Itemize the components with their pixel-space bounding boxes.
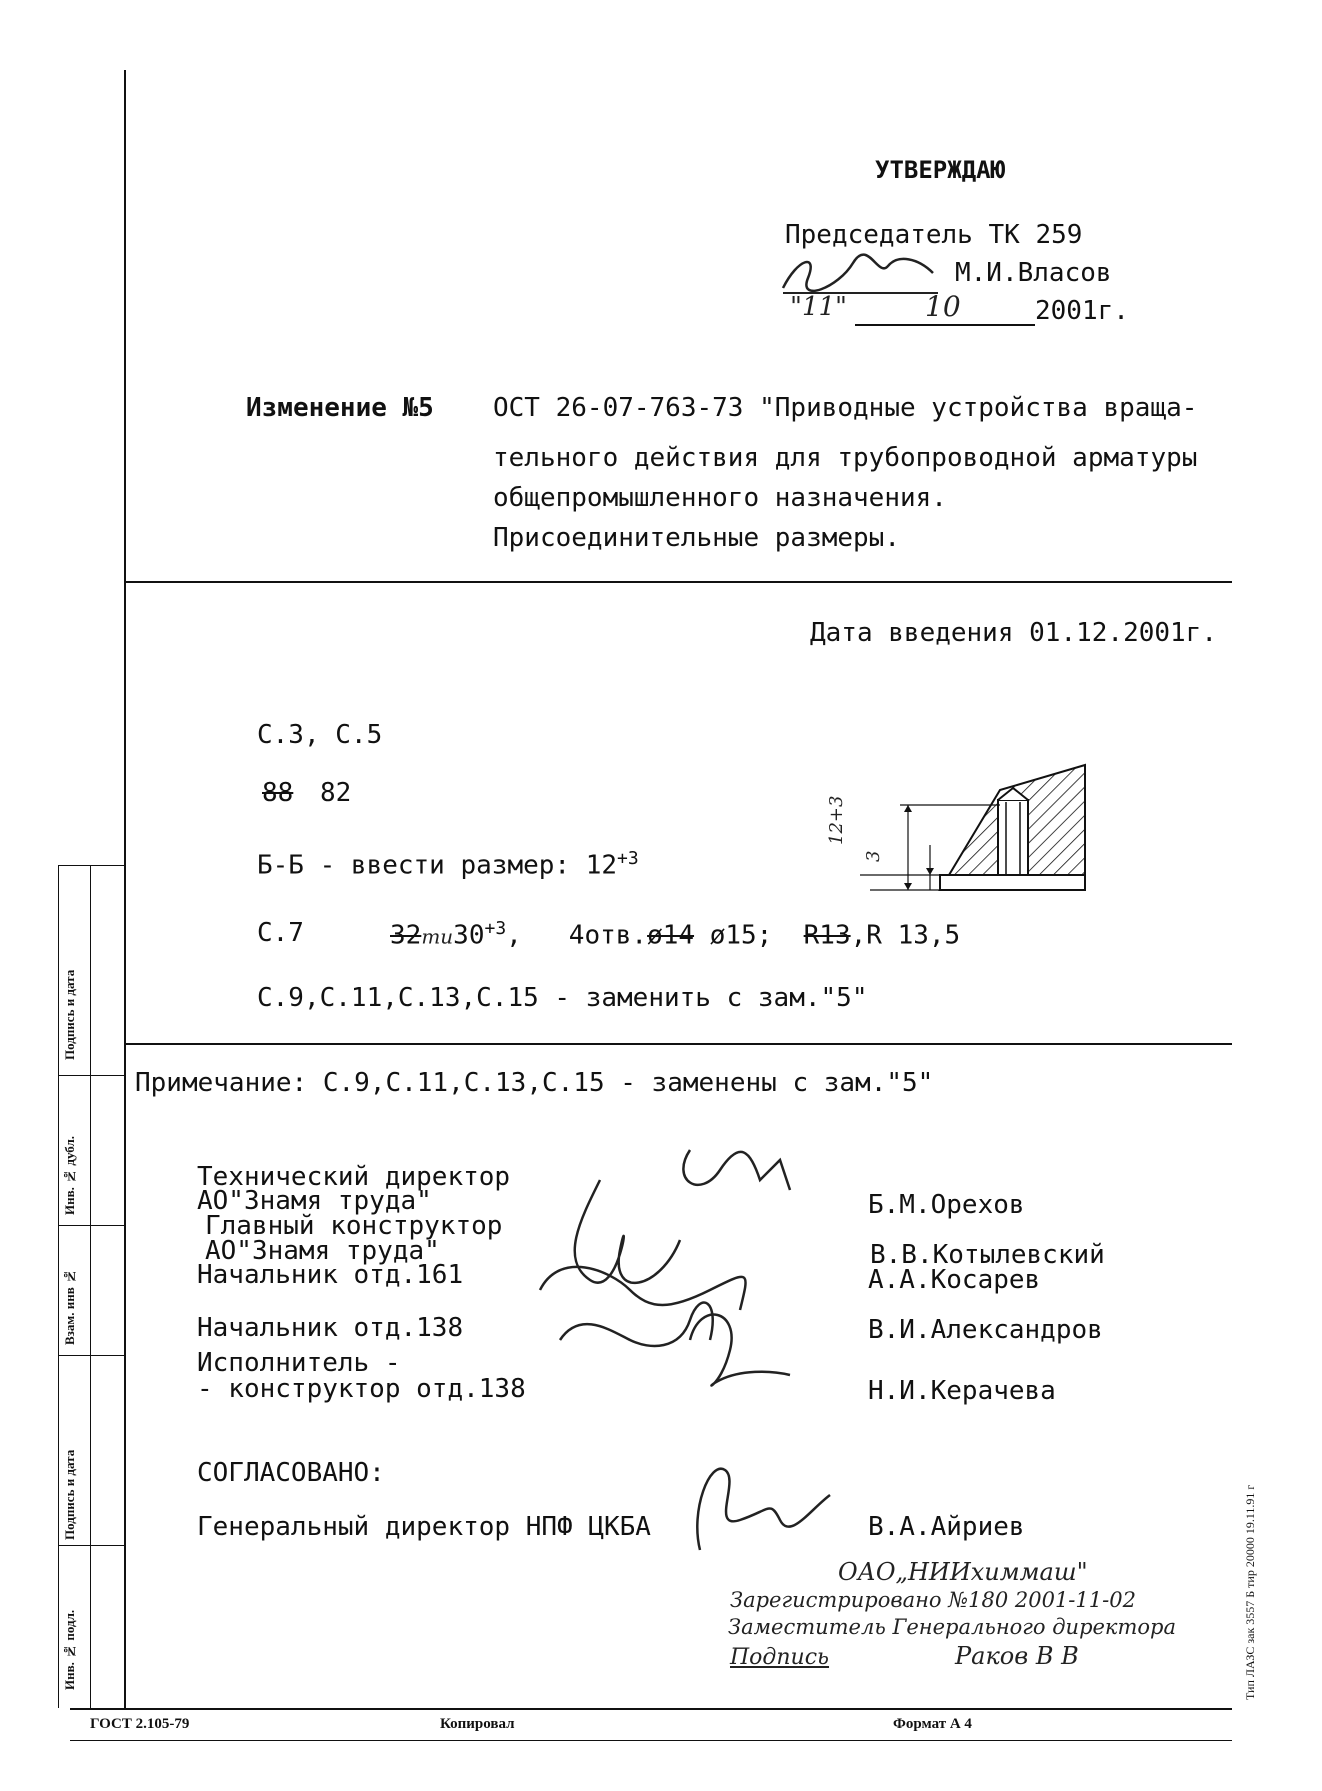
side-div-2 [58, 1225, 124, 1226]
stamp-line-4b: Раков В В [955, 1642, 1079, 1670]
sig-name-5: Н.И.Керачева [868, 1376, 1056, 1406]
approval-day: "11" [790, 292, 848, 322]
approval-date-line [855, 324, 1035, 326]
change-label: Изменение №5 [246, 393, 434, 423]
change-line-1: ОСТ 26-07-763-73 "Приводные устройства враща- [493, 393, 1198, 423]
footer-copied: Копировал [440, 1716, 515, 1732]
change-line-3: общепромышленного назначения. [493, 483, 947, 513]
footer-gost: ГОСТ 2.105-79 [90, 1716, 190, 1732]
change-line-4: Присоединительные размеры. [493, 523, 900, 553]
agreed-role: Генеральный директор НПФ ЦКБА [197, 1512, 651, 1542]
intro-date: Дата введения 01.12.2001г. [810, 618, 1217, 648]
dim-outer-label: 12+3 [826, 795, 847, 845]
stamp-line-1: ОАО„НИИхиммаш" [838, 1558, 1088, 1586]
approval-month: 10 [925, 290, 961, 323]
approval-title: УТВЕРЖДАЮ [875, 156, 1006, 184]
side-label-5: Инв. № подл. [62, 1609, 77, 1690]
separator-2 [124, 1043, 1232, 1045]
side-label-4: Подпись и дата [62, 1449, 77, 1540]
footer-format: Формат А 4 [893, 1716, 972, 1732]
left-border [124, 70, 126, 1710]
approval-name: М.И.Власов [955, 258, 1112, 288]
separator-1 [124, 581, 1232, 583]
sig-role-5b: - конструктор отд.138 [197, 1374, 526, 1404]
side-div-4 [58, 1545, 124, 1546]
approval-year: 2001г. [1035, 296, 1129, 326]
side-col-left [58, 865, 59, 1708]
side-col-mid [90, 865, 91, 1708]
dim-inner-label: 3 [863, 850, 884, 862]
sig-role-1a: Технический директор [197, 1162, 511, 1192]
sig-role-2a: Главный конструктор [205, 1211, 503, 1241]
stamp-line-4a: Подпись [730, 1645, 830, 1670]
sig-role-5a: Исполнитель - [197, 1348, 401, 1378]
bb-instruction: Б-Б - ввести размер: $12^{+3}$ [257, 848, 639, 881]
note-line: Примечание: С.9,С.11,С.13,С.15 - заменены с зам."5" [135, 1068, 934, 1098]
sig-name-1: Б.М.Орехов [868, 1190, 1025, 1220]
signatures-cluster [520, 1140, 840, 1420]
c7-label: С.7 [257, 918, 304, 948]
footer-line [70, 1740, 1232, 1741]
c9-instruction: С.9,С.11,С.13,С.15 - заменить с зам."5" [257, 983, 868, 1013]
sig-name-3: А.А.Косарев [868, 1265, 1041, 1295]
side-label-2: Инв. № дубл. [62, 1136, 77, 1215]
side-label-1: Подпись и дата [62, 969, 77, 1060]
sig-name-4: В.И.Александров [868, 1315, 1103, 1345]
change-line-2: тельного действия для трубопроводной арматуры [493, 443, 1198, 473]
old-value: 88 [262, 778, 294, 808]
stamp-line-3: Заместитель Генерального директора [728, 1615, 1176, 1639]
side-div-1 [58, 1075, 124, 1076]
side-label-3: Взам. инв № [62, 1268, 77, 1345]
sig-role-1b: АО"Знамя труда" [197, 1186, 432, 1216]
approval-chair: Председатель ТК 259 [785, 220, 1083, 250]
sig-role-4: Начальник отд.138 [197, 1313, 464, 1343]
agreed-signature [680, 1450, 840, 1560]
stamp-line-2: Зарегистрировано №180 2001-11-02 [730, 1588, 1136, 1612]
side-div-3 [58, 1355, 124, 1356]
print-info: Тип ЛАЗС зак 3557 Б тир 20000 19.11.91 г [1243, 1484, 1257, 1700]
sig-role-3: Начальник отд.161 [197, 1260, 464, 1290]
sig-name-2: В.В.Котылевский [870, 1240, 1105, 1270]
pages-list: С.3, С.5 [257, 720, 383, 750]
sig-role-2b: АО"Знамя труда" [205, 1236, 440, 1266]
agreed-name: В.А.Айриев [868, 1512, 1025, 1542]
bottom-border [70, 1708, 1232, 1710]
agreed-title: СОГЛАСОВАНО: [197, 1458, 385, 1488]
c7-values: $32mu30^{+3}$, 4отв.ø14 ø15; R13,R 13,5 [390, 918, 961, 951]
side-top [58, 865, 124, 866]
new-value: 82 [320, 778, 352, 808]
approval-signature [778, 248, 948, 298]
